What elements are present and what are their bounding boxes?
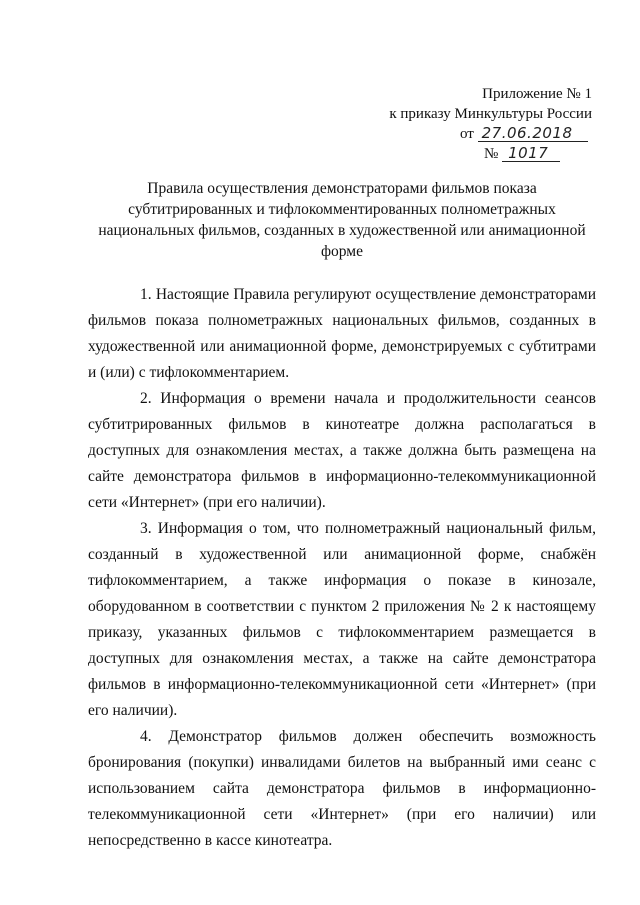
paragraph-2: 2. Информация о времени начала и продолжительности сеансов субтитрированных фильмов в кинотеатре должна располагаться в доступных для ознакомления местах, а также должна быть размещена на сайте демонстратора фильмов в информационно-телекоммуникационной сети «Интернет» (при его наличии). xyxy=(88,390,596,511)
date-prefix: от xyxy=(460,126,474,142)
appendix-label: Приложение № 1 xyxy=(482,86,592,102)
number-prefix: № xyxy=(484,146,499,162)
order-reference: к приказу Минкультуры России xyxy=(389,106,592,122)
paragraph-4: 4. Демонстратор фильмов должен обеспечить возможность бронирования (покупки) инвалидами билетов на выбранный ими сеанс с использованием сайта демонстратора фильмов в информационно-телекоммуникационной сети «Интернет» (при его наличии) или непосредственно в кассе кинотеатра. xyxy=(88,728,596,849)
document-title: Правила осуществления демонстраторами фильмов показа субтитрированных и тифлокомментированных полнометражных национальных фильмов, созданных в художественной или анимационной форме xyxy=(98,180,586,260)
paragraph-3: 3. Информация о том, что полнометражный национальный фильм, созданный в художественной или анимационной форме, снабжён тифлокомментарием, а также информация о показе в кинозале, оборудованном в соответствии с пунктом 2 приложения № 2 к настоящему приказу, указанных фильмов с тифлокомментарием размещается в доступных для ознакомления местах, а также на сайте демонстратора фильмов в информационно-телекоммуникационной сети «Интернет» (при его наличии). xyxy=(88,520,596,719)
order-number-line xyxy=(484,144,560,164)
handwritten-date: 27.06.2018 xyxy=(478,125,588,142)
paragraph-1: 1. Настоящие Правила регулируют осуществление демонстраторами фильмов показа полнометражных национальных фильмов, созданных в художественной или анимационной форме, демонстрируемых с субтитрами и (или) с тифлокомментарием. xyxy=(88,286,596,381)
order-date-line xyxy=(460,124,588,144)
document-body xyxy=(88,282,596,854)
handwritten-number: 1017 xyxy=(502,145,560,162)
